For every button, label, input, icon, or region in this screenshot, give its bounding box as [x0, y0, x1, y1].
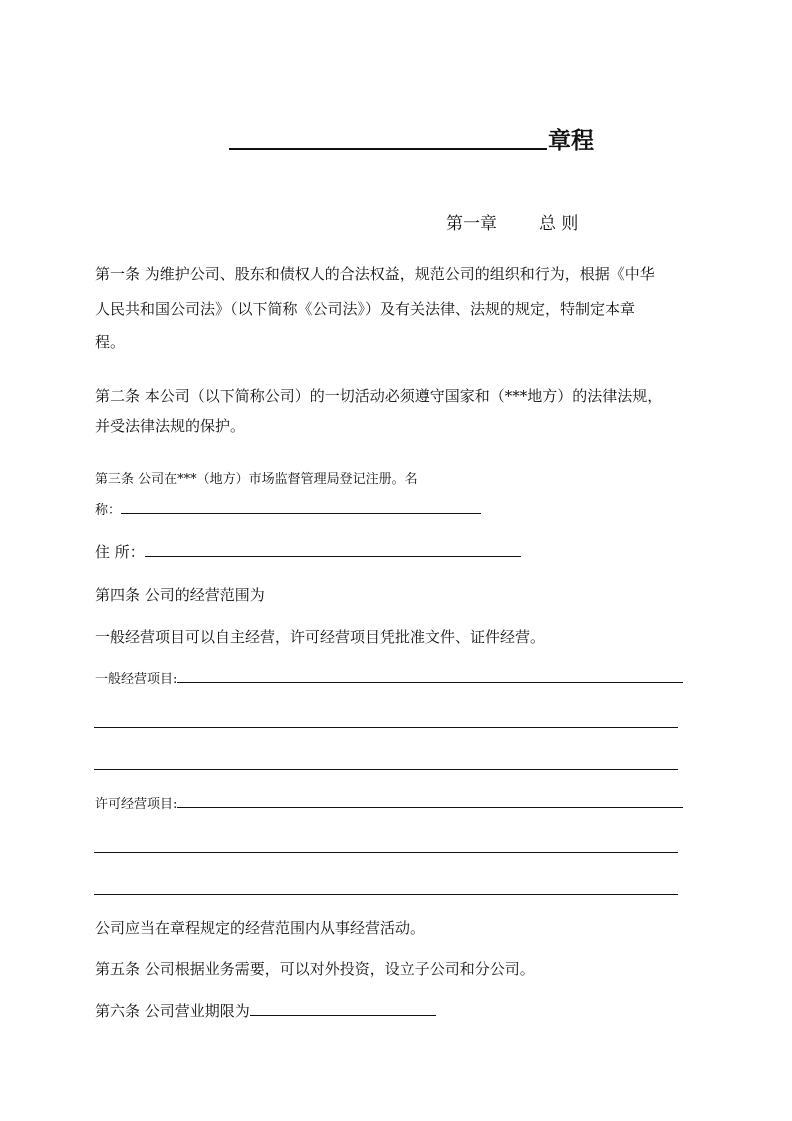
article-2-line-1: 第二条 本公司（以下简称公司）的一切活动必须遵守国家和（***地方）的法律法规， [95, 387, 663, 405]
scope-note: 公司应当在章程规定的经营范围内从事经营活动。 [95, 919, 426, 937]
address-row [95, 537, 521, 567]
article-6-row [95, 996, 436, 1026]
article-1-line-1: 第一条 为维护公司、股东和债权人的合法权益，规范公司的组织和行为，根据《中华 [95, 265, 655, 283]
chapter-number: 第一章 [446, 214, 497, 234]
general-items-blank-2[interactable] [94, 727, 678, 728]
general-items-row [95, 665, 683, 695]
licensed-items-row [95, 790, 683, 820]
article-4-title: 第四条 公司的经营范围为 [95, 586, 265, 604]
address-blank[interactable] [145, 540, 521, 557]
general-items-blank-1[interactable] [177, 666, 683, 683]
chapter-name: 总 则 [539, 214, 579, 234]
address-label: 住 所： [95, 543, 145, 561]
title-blank-line [229, 148, 547, 150]
company-name-label: 称： [95, 503, 122, 518]
article-4-description: 一般经营项目可以自主经营，许可经营项目凭批准文件、证件经营。 [95, 628, 546, 646]
business-term-blank[interactable] [250, 999, 436, 1016]
article-5: 第五条 公司根据业务需要，可以对外投资，设立子公司和分公司。 [95, 960, 535, 978]
general-items-blank-3[interactable] [94, 769, 678, 770]
article-2-line-2: 并受法律法规的保护。 [95, 417, 246, 435]
company-name-row [95, 496, 481, 526]
licensed-items-blank-2[interactable] [94, 852, 678, 853]
licensed-items-label: 许可经营项目: [95, 797, 178, 812]
licensed-items-blank-1[interactable] [177, 791, 683, 808]
general-items-label: 一般经营项目: [95, 672, 178, 687]
chapter-heading [446, 209, 578, 234]
company-name-blank[interactable] [121, 497, 481, 514]
article-3-line-1: 第三条 公司在***（地方）市场监督管理局登记注册。名 [95, 472, 418, 487]
licensed-items-blank-3[interactable] [94, 894, 678, 895]
document-title: 章程 [548, 128, 594, 154]
article-6: 第六条 公司营业期限为 [95, 1002, 250, 1020]
article-1-line-3: 程。 [95, 333, 126, 351]
article-1-line-2: 人民共和国公司法》（以下简称《公司法》）及有关法律、法规的规定，特制定本章 [95, 300, 636, 318]
